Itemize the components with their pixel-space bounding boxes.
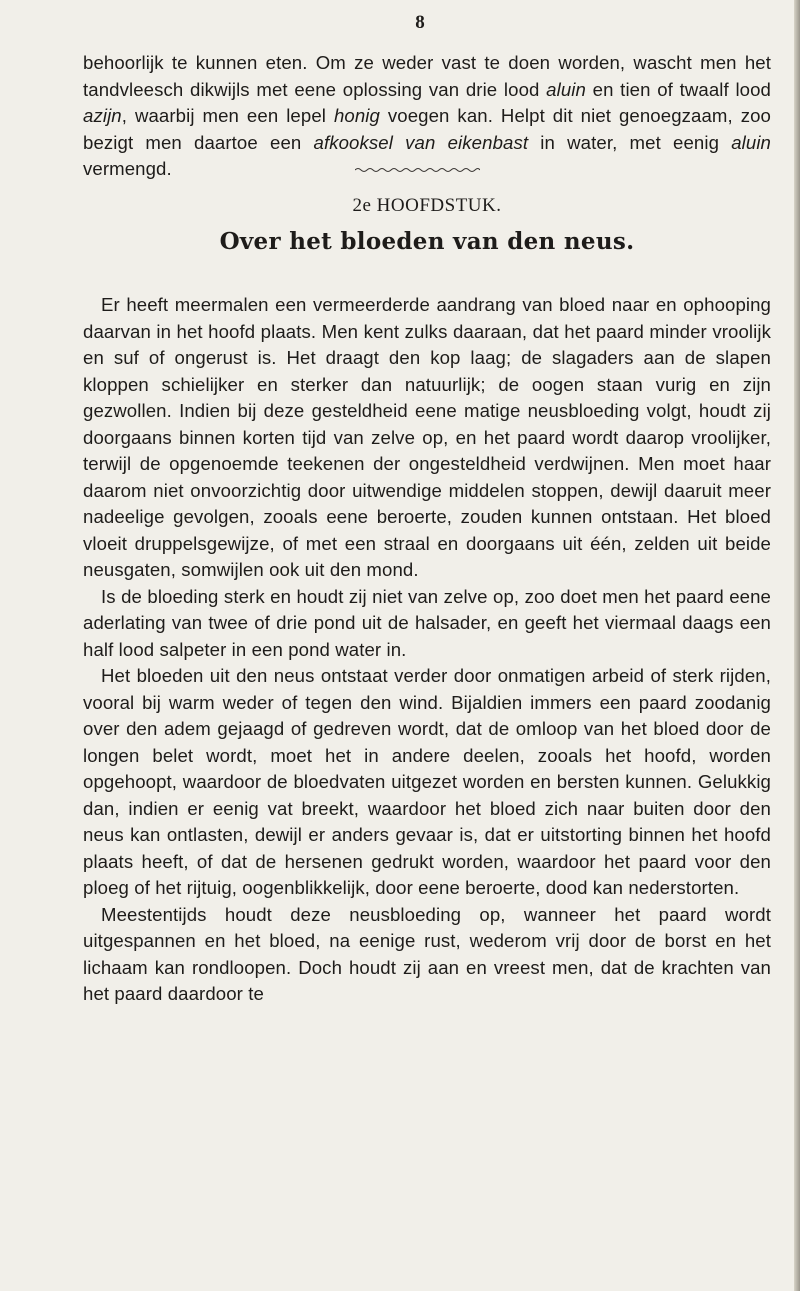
body-paragraph-2: Is de bloeding sterk en houdt zij niet van zelve op, zoo doet men het paard eene aderlating van twee of drie pond uit de halsader, en geeft het viermaal daags een half lood salpeter in een pond water in.	[83, 585, 771, 660]
intro-italic-honig: honig	[333, 105, 380, 126]
intro-text-segment: vermengd.	[83, 158, 172, 179]
body-paragraph-3: Het bloeden uit den neus ontstaat verder door onmatigen arbeid of sterk rijden, vooral bij warm weder of tegen den wind. Bijaldien immers een paard zoodanig over den adem gejaagd of gedreven wordt, dat de omloop van het bloed door de longen belet wordt, moet het in andere deelen, zooals het hoofd, worden opgehoopt, waardoor de bloedvaten uitgezet worden en bersten kunnen. Gelukkig dan, indien er eenig vat breekt, waardoor het bloed zich naar buiten door den neus kan ontlasten, dewijl er anders gevaar is, dat er uitstorting binnen het hoofd plaats heeft, of dat de hersenen gedrukt worden, waardoor het paard voor den ploeg of het rijtuig, oogenblikkelijk, door eene beroerte, dood kan nederstorten.	[83, 665, 771, 898]
intro-text-segment: , waarbij men een lepel	[121, 105, 334, 126]
intro-text-segment: in water, met eenig	[528, 131, 732, 153]
intro-italic-aluin-2: aluin	[731, 131, 771, 153]
intro-text-segment: en tien of twaalf lood	[585, 78, 772, 100]
intro-italic-azijn: azijn	[83, 105, 122, 126]
intro-paragraph	[83, 50, 771, 183]
chapter-title: Over het bloeden van den neus.	[219, 228, 635, 255]
body-paragraph-1: Er heeft meermalen een vermeerderde aandrang van bloed naar en ophooping daarvan in het hoofd plaats. Men kent zulks daaraan, dat het paard minder vroolijk en suf of ongerust is. Het draagt den kop laag; de slagaders aan de slapen kloppen schielijker en sterker dan natuurlijk; de oogen staan vurig en zijn gezwollen. Indien bij deze gesteldheid eene matige neusbloeding volgt, houdt zij doorgaans binnen korten tijd van zelve op, en het paard wordt daarop vroolijker, terwijl de opgenoemde teekenen der ongesteldheid verdwijnen. Men moet haar daarom niet onvoorzichtig door uitwendige middelen stoppen, dewijl daaruit meer nadeelige gevolgen, zooals eene beroerte, zouden kunnen ontstaan. Het bloed vloeit druppelsgewijze, of met een straal en doorgaans uit één, zelden uit beide neusgaten, somwijlen ook uit den mond.	[83, 294, 771, 580]
page-number: 8	[415, 12, 425, 33]
intro-italic-afkooksel: afkooksel van eikenbast	[313, 131, 529, 153]
intro-text-segment: voegen kan. Helpt dit niet genoegzaam, zoo bezigt men daartoe een	[83, 105, 771, 153]
wavy-divider-ornament	[355, 166, 480, 174]
intro-italic-aluin: aluin	[546, 78, 586, 100]
body-paragraph-4: Meestentijds houdt deze neusbloeding op, wanneer het paard wordt uitgespannen en het bloed, na eenige rust, wederom vrij door de borst en het lichaam kan rondloopen. Doch houdt zij aan en vreest men, dat de krachten van het paard daardoor te	[83, 903, 771, 1004]
page-edge-shadow	[794, 0, 800, 1291]
intro-text	[83, 50, 771, 183]
chapter-label: 2e HOOFDSTUK.	[352, 195, 502, 216]
chapter-body	[83, 292, 771, 1008]
intro-text-segment: behoorlijk te kunnen eten. Om ze weder vast te doen worden, wascht men het tandvleesch dikwijls met eene oplossing van drie lood	[83, 52, 771, 100]
